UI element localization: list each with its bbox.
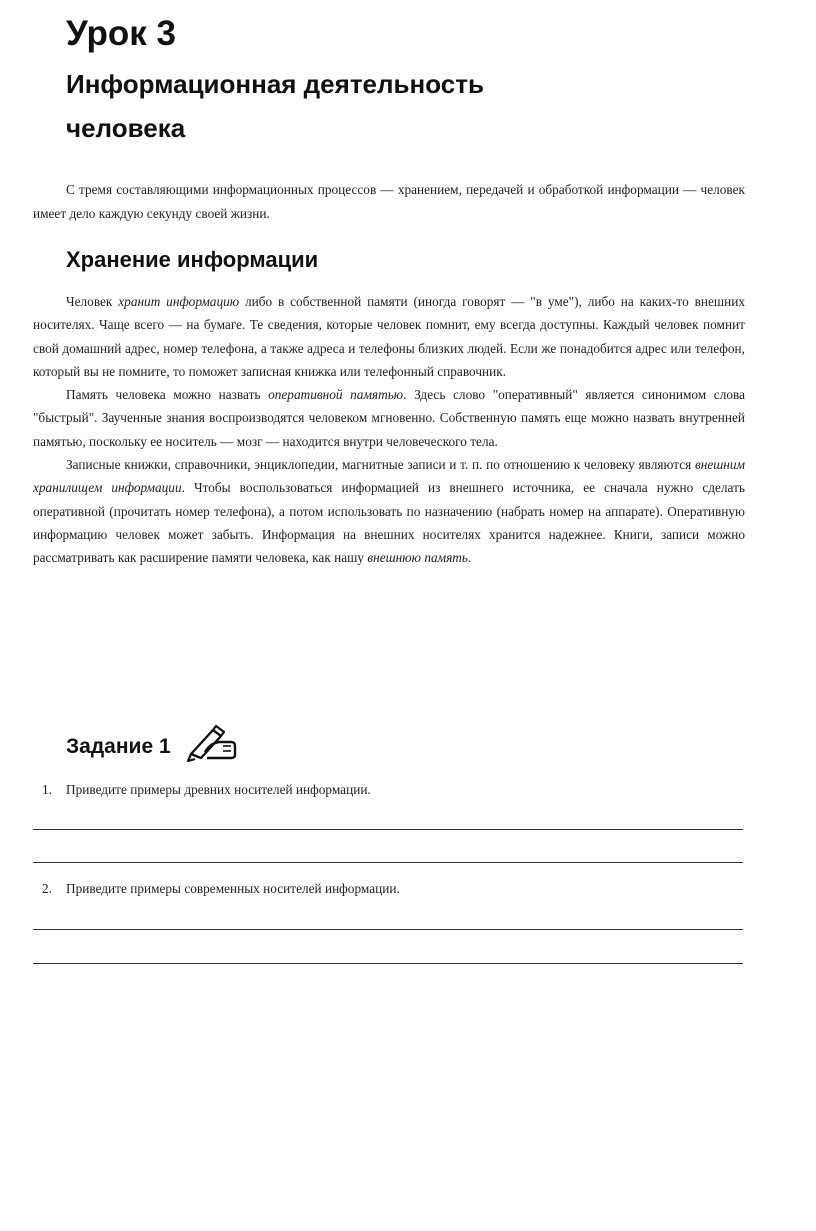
paragraph-2-term: оперативной памятью <box>268 387 404 403</box>
paragraph-3-text-c: . <box>467 550 472 566</box>
paragraph-1-text-a: Человек <box>66 294 119 309</box>
writing-hand-icon <box>183 722 237 767</box>
page-title-line-1: Информационная деятельность <box>66 69 484 99</box>
question-1-number: 1. <box>42 782 52 797</box>
task-header <box>66 725 237 769</box>
question-1 <box>42 780 742 800</box>
intro-paragraph: С тремя составляющими информационных процессов — хранением, передачей и обработкой информации — человек имеет дело каждую секунду своей жизни. <box>33 182 745 221</box>
paragraph-3 <box>33 453 745 569</box>
question-2-number: 2. <box>42 881 52 896</box>
paragraph-3-text-a: Записные книжки, справочники, энциклопедии, магнитные записи и т. п. по отношению к человеку являются <box>66 457 695 473</box>
paragraph-1 <box>33 290 745 383</box>
paragraph-2 <box>33 383 745 453</box>
answer-line-1b[interactable] <box>33 862 743 863</box>
answer-line-2b[interactable] <box>33 963 743 964</box>
paragraph-1-text-b: либо в собственной памяти (иногда говорят — "в уме"), либо на каких-то внешних носителях. Чаще всего — на бумаге. Те сведения, которые человек помнит, ему всегда доступны. Каждый человек помнит свой домашний адрес, номер телефона, а также адреса и телефоны близких людей. Если же понадобится адрес или телефон, который вы не помните, то поможет записная книжка или телефонный справочник. <box>33 294 745 379</box>
paragraph-2-text-a: Память человека можно назвать <box>66 387 269 403</box>
paragraph-2-text-b: . Здесь слово "оперативный" является синонимом слова "быстрый". Заученные знания воспроизводятся человеком мгновенно. Собственную память еще можно назвать внутренней памятью, поскольку ее носитель — мозг — находится внутри человеческого тела. <box>33 387 745 449</box>
paragraph-3-term-2: внешнюю память <box>367 550 468 566</box>
answer-line-1a[interactable] <box>33 829 743 830</box>
paragraph-3-term: внешним хранилищем информации <box>33 457 745 496</box>
question-2 <box>42 879 742 899</box>
paragraph-1-term: хранит информацию <box>118 294 240 309</box>
page-title-line-2: человека <box>66 113 186 143</box>
section-title: Хранение информации <box>66 247 319 272</box>
section-body <box>33 290 745 570</box>
task-title: Задание 1 <box>66 735 171 758</box>
paragraph-3-text-b: . Чтобы воспользоваться информацией из внешнего источника, ее сначала нужно сделать оперативной (прочитать номер телефона), а потом использовать по назначению (набрать номер на аппарате). Оперативную информацию человек может забыть. Информация на внешних носителях хранится надежнее. Книги, записи можно рассматривать как расширение памяти человека, как нашу <box>33 480 745 566</box>
page-title <box>66 62 766 150</box>
question-1-text: Приведите примеры древних носителей информации. <box>66 782 371 797</box>
question-2-text: Приведите примеры современных носителей информации. <box>66 881 400 896</box>
answer-line-2a[interactable] <box>33 929 743 930</box>
lesson-number: Урок 3 <box>66 14 176 53</box>
